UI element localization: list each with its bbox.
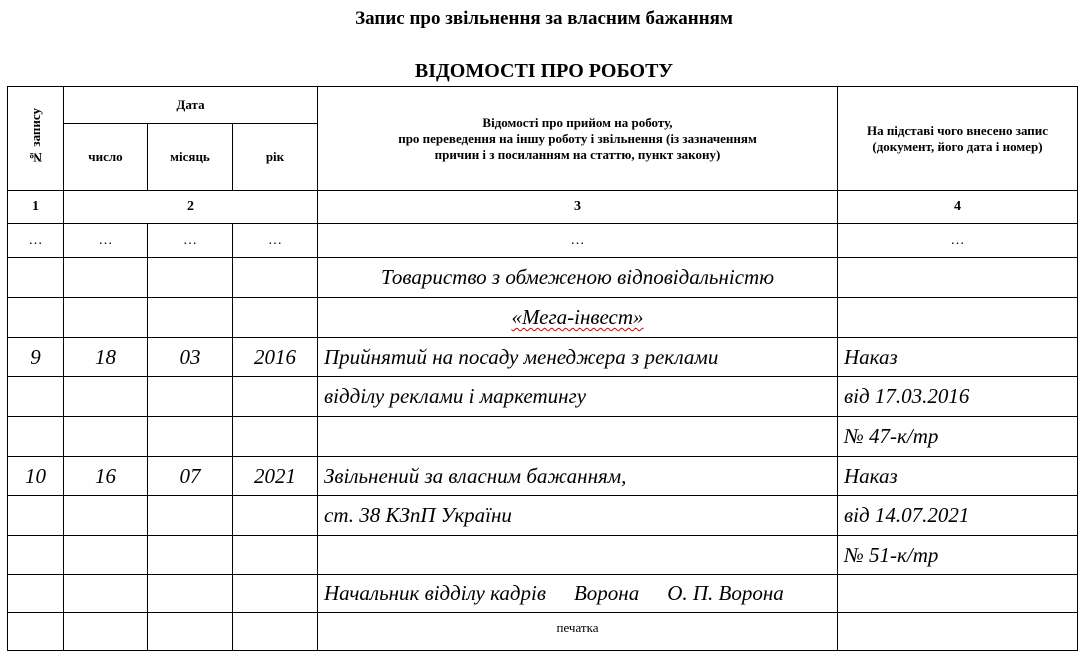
entry-basis: від 14.07.2021 — [838, 496, 1078, 536]
entry-basis: від 17.03.2016 — [838, 377, 1078, 417]
work-record-table — [7, 86, 1078, 651]
entry-year: 2021 — [233, 457, 318, 496]
ellipsis-cell: … — [64, 224, 148, 258]
ellipsis-cell: … — [8, 224, 64, 258]
stamp-label: печатка — [318, 613, 838, 651]
entry-info: Прийнятий на посаду менеджера з реклами — [318, 338, 838, 377]
col-number-3: 3 — [318, 191, 838, 224]
table-row — [8, 536, 1078, 575]
entry-day: 16 — [64, 457, 148, 496]
company-name-line2: «Мега-інвест» — [318, 298, 838, 338]
entry-month: 03 — [148, 338, 233, 377]
header-record-no: № запису — [8, 87, 64, 191]
header-info: Відомості про прийом на роботу, про переведення на іншу роботу і звільнення (із зазначенням причин і з посиланням на статтю, пункт закону) — [318, 87, 838, 191]
table-row — [8, 338, 1078, 377]
entry-year: 2016 — [233, 338, 318, 377]
entry-no: 10 — [8, 457, 64, 496]
table-row — [8, 417, 1078, 457]
col-number-4: 4 — [838, 191, 1078, 224]
col-number-2: 2 — [64, 191, 318, 224]
table-row — [8, 496, 1078, 536]
signature-position: Начальник відділу кадрів — [324, 581, 546, 605]
ellipsis-cell: … — [233, 224, 318, 258]
header-year: рік — [233, 124, 318, 191]
entry-info: ст. 38 КЗпП України — [318, 496, 838, 536]
table-row — [8, 457, 1078, 496]
entry-no: 9 — [8, 338, 64, 377]
ellipsis-cell: … — [148, 224, 233, 258]
entry-basis: № 47-к/тр — [838, 417, 1078, 457]
signature-line — [318, 575, 838, 613]
entry-basis: Наказ — [838, 457, 1078, 496]
entry-day: 18 — [64, 338, 148, 377]
document-title: Запис про звільнення за власним бажанням — [355, 8, 733, 29]
entry-info: відділу реклами і маркетингу — [318, 377, 838, 417]
entry-month: 07 — [148, 457, 233, 496]
ellipsis-cell: … — [318, 224, 838, 258]
table-row — [8, 377, 1078, 417]
entry-info: Звільнений за власним бажанням, — [318, 457, 838, 496]
entry-basis: № 51-к/тр — [838, 536, 1078, 575]
header-day: число — [64, 124, 148, 191]
signature-name: О. П. Ворона — [667, 581, 784, 605]
header-month: місяць — [148, 124, 233, 191]
ellipsis-cell: … — [838, 224, 1078, 258]
header-basis: На підставі чого внесено запис (документ, його дата і номер) — [838, 87, 1078, 191]
signature-sign: Ворона — [573, 581, 640, 605]
entry-basis: Наказ — [838, 338, 1078, 377]
col-number-1: 1 — [8, 191, 64, 224]
header-date: Дата — [64, 87, 318, 124]
section-title: ВІДОМОСТІ ПРО РОБОТУ — [414, 60, 674, 82]
company-name-line1: Товариство з обмеженою відповідальністю — [318, 258, 838, 298]
